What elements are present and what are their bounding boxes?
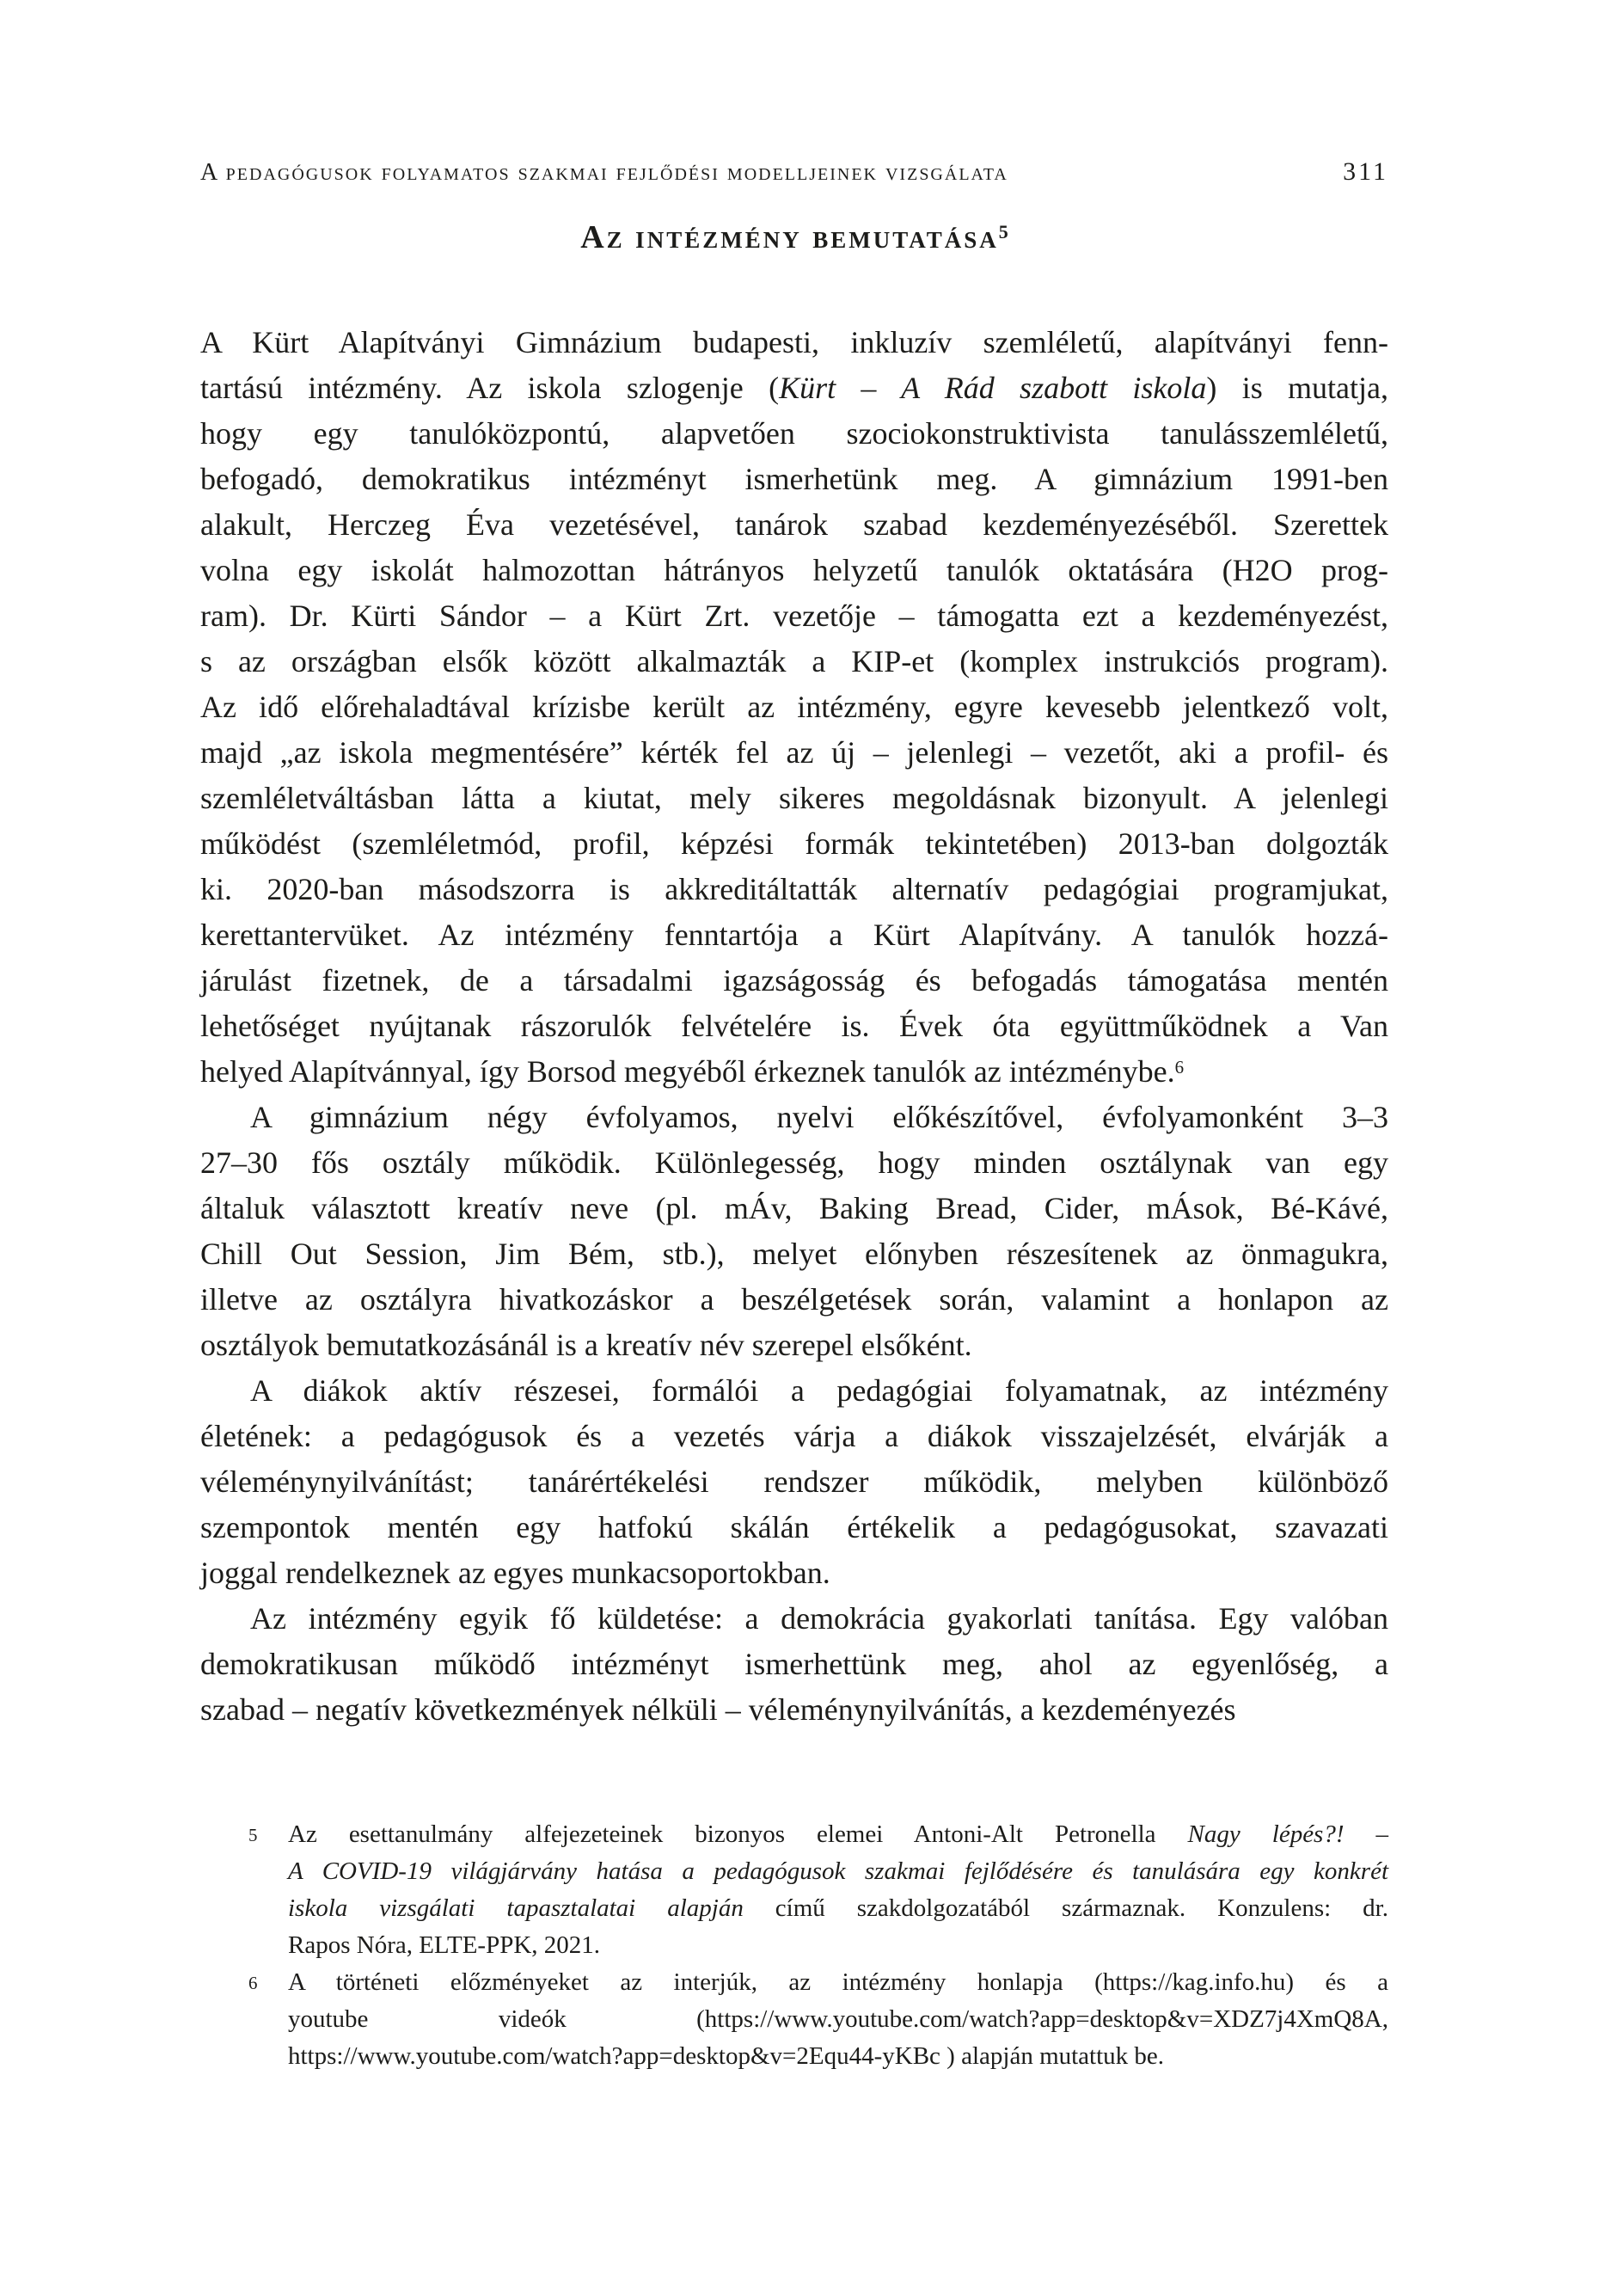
text-line	[200, 1550, 1388, 1596]
text-segment: általuk választott kreatív neve (pl. mÁv, Baking Bread, Cider, mÁsok, Bé-Kávé,	[200, 1191, 1388, 1225]
text-segment: hogy egy tanulóközpontú, alapvetően szociokonstruktivista tanulásszemléletű,	[200, 416, 1388, 451]
body-text	[200, 320, 1388, 1733]
text-segment: szempontok mentén egy hatfokú skálán értékelik a pedagógusokat, szavazati	[200, 1510, 1388, 1544]
text-line	[200, 457, 1388, 502]
text-line	[200, 685, 1388, 730]
text-segment: youtube videók (https://www.youtube.com/watch?app=desktop&v=XDZ7j4XmQ8A,	[288, 2005, 1388, 2033]
footnote-ref-5: 5	[998, 220, 1008, 242]
text-line	[200, 1095, 1388, 1140]
text-segment: működést (szemléletmód, profil, képzési formák tekintetében) 2013-ban dolgozták	[200, 826, 1388, 861]
text-segment: helyed Alapítvánnyal, így Borsod megyéből érkeznek tanulók az intézménybe.	[200, 1054, 1175, 1089]
running-head	[200, 157, 1388, 187]
text-segment: Az esettanulmány alfejezeteinek bizonyos elemei Antoni-Alt Petronella	[288, 1820, 1188, 1848]
text-segment: kerettantervüket. Az intézmény fenntartója a Kürt Alapítvány. A tanulók hozzá-	[200, 918, 1388, 952]
text-line	[200, 1004, 1388, 1049]
text-line	[200, 1642, 1388, 1687]
text-line	[200, 593, 1388, 639]
text-line	[200, 912, 1388, 958]
text-segment: Chill Out Session, Jim Bém, stb.), melyet előnyben részesítenek az önmagukra,	[200, 1237, 1388, 1271]
text-line	[200, 1049, 1388, 1095]
text-segment: című szakdolgozatából származnak. Konzulens: dr.	[743, 1894, 1388, 1922]
text-segment: ) is mutatja,	[1206, 371, 1389, 405]
text-line	[200, 1414, 1388, 1459]
text-line	[200, 867, 1388, 912]
text-line	[200, 1505, 1388, 1550]
paragraph	[200, 1596, 1388, 1733]
text-segment: szabad – negatív következmények nélküli – véleménynyilvánítás, a kezdeményezés	[200, 1692, 1236, 1727]
text-line	[288, 1890, 1388, 1927]
text-segment: ram). Dr. Kürti Sándor – a Kürt Zrt. vezetője – támogatta ezt a kezdeményezést,	[200, 599, 1388, 633]
text-line	[200, 1368, 1388, 1414]
text-segment: volna egy iskolát halmozottan hátrányos helyzetű tanulók oktatására (H2O prog-	[200, 553, 1388, 587]
text-line	[200, 639, 1388, 685]
text-segment: Rapos Nóra, ELTE-PPK, 2021.	[288, 1931, 601, 1959]
text-segment: tartású intézmény. Az iskola szlogenje (	[200, 371, 780, 405]
running-title: A pedagógusok folyamatos szakmai fejlődési modelljeinek vizsgálata	[200, 159, 1008, 186]
text-segment: járulást fizetnek, de a társadalmi igazságosság és befogadás támogatása mentén	[200, 963, 1388, 998]
text-segment: ki. 2020-ban másodszorra is akkreditáltatták alternatív pedagógiai programjukat,	[200, 872, 1388, 906]
paragraph	[200, 1368, 1388, 1596]
text-line	[200, 958, 1388, 1004]
text-segment: Az idő előrehaladtával krízisbe került az intézmény, egyre kevesebb jelentkező volt,	[200, 690, 1388, 724]
text-line	[200, 1231, 1388, 1277]
text-segment: szemléletváltásban látta a kiutat, mely sikeres megoldásnak bizonyult. A jelenlegi	[200, 781, 1388, 815]
text-segment: A Kürt Alapítványi Gimnázium budapesti, inkluzív szemléletű, alapítványi fenn-	[200, 325, 1388, 359]
footnotes	[248, 1816, 1389, 2075]
text-line	[200, 776, 1388, 821]
section-title	[200, 218, 1388, 256]
italic-text: Nagy lépés?! –	[1187, 1820, 1389, 1848]
text-segment: 27–30 fős osztály működik. Különlegesség, hogy minden osztálynak van egy	[200, 1145, 1388, 1180]
text-line	[200, 1323, 1388, 1368]
text-line	[288, 2001, 1388, 2038]
text-line	[200, 502, 1388, 548]
text-line	[200, 365, 1388, 411]
text-line	[200, 1596, 1388, 1642]
text-segment: lehetőséget nyújtanak rászorulók felvételére is. Évek óta együttműködnek a Van	[200, 1009, 1388, 1043]
text-line	[288, 1927, 1388, 1964]
italic-text: A COVID-19 világjárvány hatása a pedagógusok szakmai fejlődésére és tanulására egy konkrét	[288, 1857, 1388, 1885]
text-segment: demokratikusan működő intézményt ismerhettünk meg, ahol az egyenlőség, a	[200, 1647, 1388, 1681]
footnote	[248, 1816, 1389, 1964]
text-segment: A gimnázium négy évfolyamos, nyelvi előkészítővel, évfolyamonként 3–3	[250, 1100, 1388, 1134]
text-line	[288, 1853, 1388, 1890]
text-line	[200, 821, 1388, 867]
text-segment: s az országban elsők között alkalmazták a KIP-et (komplex instrukciós program).	[200, 644, 1388, 678]
text-segment: Az intézmény egyik fő küldetése: a demokrácia gyakorlati tanítása. Egy valóban	[250, 1601, 1388, 1636]
footnote-marker: 5	[248, 1825, 258, 1845]
text-line	[200, 1687, 1388, 1733]
text-line	[200, 320, 1388, 365]
text-line	[288, 1964, 1388, 2001]
text-line	[200, 730, 1388, 776]
paragraph	[200, 1095, 1388, 1368]
footnote-marker: 6	[248, 1973, 258, 1993]
text-segment: A történeti előzményeket az interjúk, az intézmény honlapja (https://kag.info.hu) és a	[288, 1968, 1388, 1996]
page-number: 311	[1343, 157, 1388, 186]
text-segment: véleménynyilvánítást; tanárértékelési rendszer működik, melyben különböző	[200, 1464, 1388, 1499]
footnote-ref: 6	[1174, 1056, 1185, 1077]
text-segment: A diákok aktív részesei, formálói a pedagógiai folyamatnak, az intézmény	[250, 1373, 1388, 1408]
text-segment: illetve az osztályra hivatkozáskor a beszélgetések során, valamint a honlapon az	[200, 1282, 1388, 1317]
italic-text: Kürt – A Rád szabott iskola	[779, 371, 1207, 405]
paragraph	[200, 320, 1388, 1095]
text-segment: befogadó, demokratikus intézményt ismerhetünk meg. A gimnázium 1991-ben	[200, 462, 1388, 496]
text-line	[200, 1186, 1388, 1231]
text-segment: osztályok bemutatkozásánál is a kreatív név szerepel elsőként.	[200, 1328, 972, 1362]
text-line	[200, 1140, 1388, 1186]
text-line	[288, 1816, 1388, 1853]
text-segment: https://www.youtube.com/watch?app=desktop&v=2Equ44-yKBc ) alapján mutattuk be.	[288, 2042, 1165, 2070]
footnote	[248, 1964, 1388, 2075]
italic-text: iskola vizsgálati tapasztalatai alapján	[288, 1894, 744, 1922]
text-line	[200, 1459, 1388, 1505]
text-line	[288, 2038, 1388, 2075]
section-title-text: Az intézmény bemutatása	[580, 219, 999, 255]
text-line	[200, 411, 1388, 457]
text-line	[200, 548, 1388, 593]
text-segment: majd „az iskola megmentésére” kérték fel az új – jelenlegi – vezetőt, aki a profil- és	[200, 735, 1388, 770]
text-segment: alakult, Herczeg Éva vezetésével, tanárok szabad kezdeményezéséből. Szerettek	[200, 507, 1388, 542]
text-segment: joggal rendelkeznek az egyes munkacsoportokban.	[200, 1556, 830, 1590]
text-line	[200, 1277, 1388, 1323]
text-segment: életének: a pedagógusok és a vezetés várja a diákok visszajelzését, elvárják a	[200, 1419, 1388, 1453]
